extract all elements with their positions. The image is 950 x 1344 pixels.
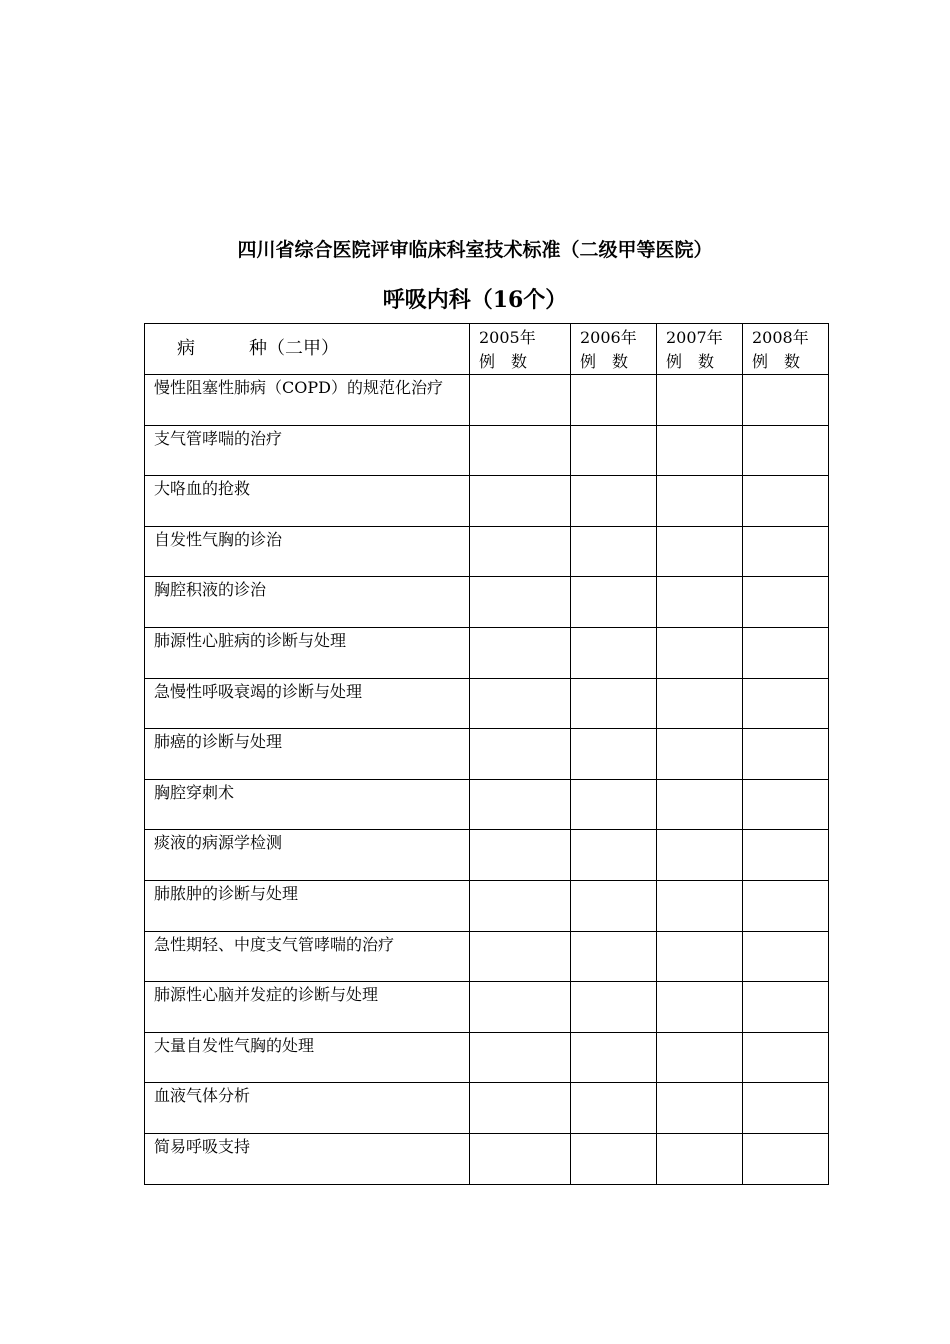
header-count-label: 例 数 [752, 352, 801, 371]
case-count-cell[interactable] [743, 779, 829, 830]
case-count-cell[interactable] [470, 1133, 571, 1184]
disease-name-cell: 肺癌的诊断与处理 [145, 729, 470, 780]
case-count-cell[interactable] [470, 779, 571, 830]
table-row [145, 880, 829, 931]
case-count-cell[interactable] [657, 476, 743, 527]
case-count-cell[interactable] [657, 526, 743, 577]
table-row [145, 425, 829, 476]
table-row [145, 476, 829, 527]
case-count-cell[interactable] [571, 375, 657, 426]
case-count-cell[interactable] [470, 627, 571, 678]
header-count-label: 例 数 [580, 352, 629, 371]
case-count-cell[interactable] [571, 577, 657, 628]
case-count-cell[interactable] [470, 1083, 571, 1134]
case-count-cell[interactable] [470, 729, 571, 780]
case-count-cell[interactable] [571, 931, 657, 982]
disease-name-cell: 胸腔积液的诊治 [145, 577, 470, 628]
case-count-cell[interactable] [743, 729, 829, 780]
case-count-cell[interactable] [470, 931, 571, 982]
case-count-cell[interactable] [470, 830, 571, 881]
table-row [145, 577, 829, 628]
disease-name-cell: 急性期轻、中度支气管哮喘的治疗 [145, 931, 470, 982]
header-year-label: 2006年 [580, 328, 637, 347]
case-count-cell[interactable] [470, 577, 571, 628]
header-disease: 病 种（二甲） [145, 324, 470, 375]
header-year-label: 2008年 [752, 328, 809, 347]
table-row [145, 1032, 829, 1083]
table-row [145, 1133, 829, 1184]
case-count-cell[interactable] [470, 375, 571, 426]
case-count-cell[interactable] [470, 678, 571, 729]
table-body [145, 375, 829, 1185]
header-year-2008 [743, 324, 829, 375]
disease-name-cell: 血液气体分析 [145, 1083, 470, 1134]
header-year-2005 [470, 324, 571, 375]
case-count-cell[interactable] [657, 982, 743, 1033]
page-title: 四川省综合医院评审临床科室技术标准（二级甲等医院） [237, 239, 713, 261]
case-count-cell[interactable] [657, 375, 743, 426]
case-count-cell[interactable] [571, 830, 657, 881]
case-count-cell[interactable] [571, 476, 657, 527]
disease-name-cell: 自发性气胸的诊治 [145, 526, 470, 577]
case-count-cell[interactable] [743, 476, 829, 527]
case-count-cell[interactable] [657, 931, 743, 982]
case-count-cell[interactable] [743, 627, 829, 678]
disease-name-cell: 慢性阻塞性肺病（COPD）的规范化治疗 [145, 375, 470, 426]
disease-name-cell: 大量自发性气胸的处理 [145, 1032, 470, 1083]
case-count-cell[interactable] [743, 1083, 829, 1134]
disease-name-cell: 痰液的病源学检测 [145, 830, 470, 881]
table-row [145, 526, 829, 577]
header-count-label: 例 数 [479, 352, 528, 371]
case-count-cell[interactable] [657, 1032, 743, 1083]
case-count-cell[interactable] [743, 375, 829, 426]
case-count-cell[interactable] [470, 476, 571, 527]
case-count-cell[interactable] [571, 1133, 657, 1184]
case-count-cell[interactable] [743, 526, 829, 577]
case-count-cell[interactable] [657, 1133, 743, 1184]
case-count-cell[interactable] [571, 982, 657, 1033]
case-count-cell[interactable] [470, 982, 571, 1033]
disease-name-cell: 肺脓肿的诊断与处理 [145, 880, 470, 931]
case-count-cell[interactable] [571, 678, 657, 729]
case-count-cell[interactable] [571, 729, 657, 780]
case-count-cell[interactable] [743, 880, 829, 931]
case-count-cell[interactable] [571, 779, 657, 830]
case-count-cell[interactable] [470, 880, 571, 931]
header-year-label: 2005年 [479, 328, 536, 347]
case-count-cell[interactable] [571, 1032, 657, 1083]
table-header-row [145, 324, 829, 375]
table-row [145, 982, 829, 1033]
case-count-cell[interactable] [743, 1133, 829, 1184]
case-count-cell[interactable] [657, 1083, 743, 1134]
table-row [145, 779, 829, 830]
case-count-cell[interactable] [470, 526, 571, 577]
disease-name-cell: 简易呼吸支持 [145, 1133, 470, 1184]
case-count-cell[interactable] [743, 931, 829, 982]
table-row [145, 627, 829, 678]
table-row [145, 729, 829, 780]
disease-name-cell: 急慢性呼吸衰竭的诊断与处理 [145, 678, 470, 729]
case-count-cell[interactable] [743, 1032, 829, 1083]
case-count-cell[interactable] [571, 425, 657, 476]
case-count-cell[interactable] [657, 880, 743, 931]
disease-name-cell: 胸腔穿刺术 [145, 779, 470, 830]
table-row [145, 375, 829, 426]
case-count-cell[interactable] [657, 425, 743, 476]
header-count-label: 例 数 [666, 352, 715, 371]
header-year-2006 [571, 324, 657, 375]
case-count-cell[interactable] [657, 779, 743, 830]
case-count-cell[interactable] [657, 729, 743, 780]
table-row [145, 678, 829, 729]
case-count-cell[interactable] [657, 678, 743, 729]
case-count-cell[interactable] [571, 627, 657, 678]
header-year-2007 [657, 324, 743, 375]
case-count-cell[interactable] [571, 1083, 657, 1134]
case-count-cell[interactable] [657, 627, 743, 678]
case-count-cell[interactable] [743, 830, 829, 881]
table-row [145, 931, 829, 982]
disease-name-cell: 肺源性心脏病的诊断与处理 [145, 627, 470, 678]
case-count-cell[interactable] [657, 577, 743, 628]
disease-name-cell: 肺源性心脑并发症的诊断与处理 [145, 982, 470, 1033]
table-row [145, 1083, 829, 1134]
case-count-cell[interactable] [743, 425, 829, 476]
case-count-cell[interactable] [743, 577, 829, 628]
case-count-cell[interactable] [571, 880, 657, 931]
header-year-label: 2007年 [666, 328, 723, 347]
case-count-cell[interactable] [743, 982, 829, 1033]
disease-table [144, 323, 829, 1185]
table-row [145, 830, 829, 881]
case-count-cell[interactable] [743, 678, 829, 729]
case-count-cell[interactable] [470, 425, 571, 476]
page-subtitle: 呼吸内科（16个） [382, 287, 568, 313]
case-count-cell[interactable] [470, 1032, 571, 1083]
case-count-cell[interactable] [571, 526, 657, 577]
disease-name-cell: 支气管哮喘的治疗 [145, 425, 470, 476]
disease-name-cell: 大咯血的抢救 [145, 476, 470, 527]
case-count-cell[interactable] [657, 830, 743, 881]
